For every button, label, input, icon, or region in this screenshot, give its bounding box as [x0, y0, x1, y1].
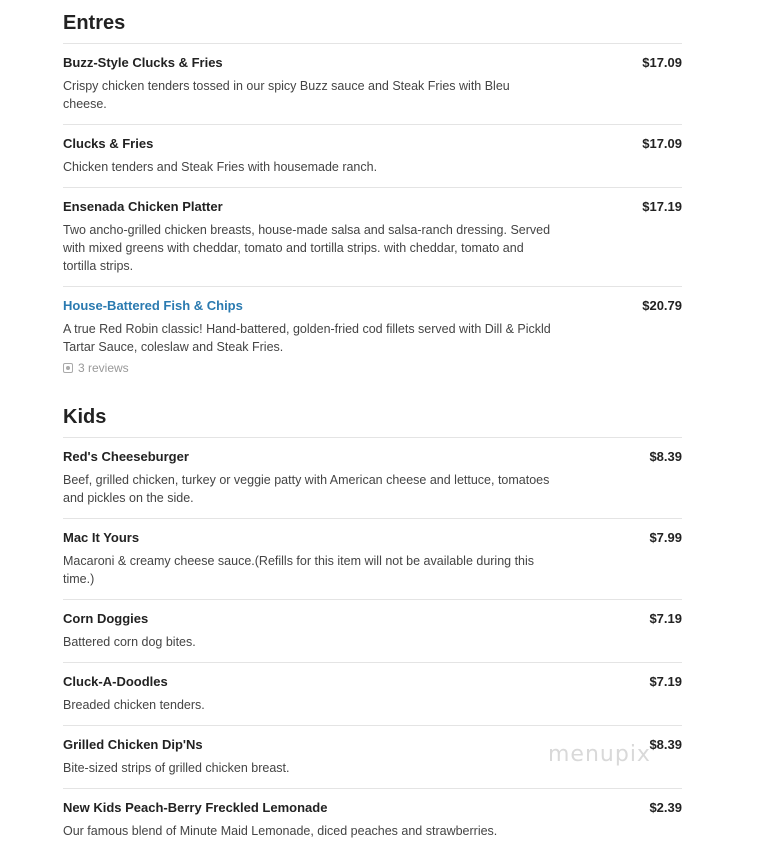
item-price: $8.39: [649, 449, 682, 464]
item-name: Mac It Yours: [63, 530, 140, 545]
item-price: $2.39: [649, 800, 682, 815]
menu-item: [63, 187, 682, 286]
reviews-link[interactable]: [63, 361, 682, 375]
item-price: $17.09: [642, 55, 682, 70]
menu-page: [63, 0, 682, 851]
item-price: $7.99: [649, 530, 682, 545]
menu-item: [63, 788, 682, 851]
item-description: Battered corn dog bites.: [63, 635, 196, 649]
menu-item: [63, 662, 682, 725]
menu-item: [63, 518, 682, 599]
item-name: Cluck-A-Doodles: [63, 674, 168, 689]
reviews-count: 3 reviews: [78, 361, 129, 375]
section-title-entres: Entres: [63, 12, 126, 34]
menu-item: [63, 124, 682, 187]
section-title-kids: Kids: [63, 406, 107, 428]
item-price: $7.19: [649, 611, 682, 626]
item-name: Clucks & Fries: [63, 136, 154, 151]
item-description: Chicken tenders and Steak Fries with housemade ranch.: [63, 160, 378, 174]
menu-item: [63, 286, 682, 386]
item-description: Crispy chicken tenders tossed in our spicy Buzz sauce and Steak Fries with Bleu cheese.: [63, 79, 510, 111]
watermark: menupix: [548, 742, 651, 767]
item-name: New Kids Peach-Berry Freckled Lemonade: [63, 800, 328, 815]
item-price: $17.19: [642, 199, 682, 214]
item-name-link[interactable]: House-Battered Fish & Chips: [63, 298, 243, 313]
menu-item: [63, 599, 682, 662]
item-price: $8.39: [649, 737, 682, 752]
item-description: Macaroni & creamy cheese sauce.(Refills for this item will not be available during this time.): [63, 554, 535, 586]
item-price: $17.09: [642, 136, 682, 151]
item-name: Red's Cheeseburger: [63, 449, 189, 464]
item-description: Our famous blend of Minute Maid Lemonade, diced peaches and strawberries.: [63, 824, 498, 838]
item-description: Bite-sized strips of grilled chicken breast.: [63, 761, 290, 775]
item-description: A true Red Robin classic! Hand-battered, golden-fried cod fillets served with Dill & Pickld Tartar Sauce, coleslaw and Steak Fries.: [63, 322, 551, 354]
item-name: Buzz-Style Clucks & Fries: [63, 55, 223, 70]
item-description: Beef, grilled chicken, turkey or veggie patty with American cheese and lettuce, tomatoes and pickles on the side.: [63, 473, 550, 505]
item-price: $7.19: [649, 674, 682, 689]
item-name: Corn Doggies: [63, 611, 149, 626]
item-price: $20.79: [642, 298, 682, 313]
menu-item: [63, 437, 682, 518]
item-name: Grilled Chicken Dip'Ns: [63, 737, 203, 752]
review-icon: [63, 363, 73, 373]
item-description: Breaded chicken tenders.: [63, 698, 205, 712]
item-description: Two ancho-grilled chicken breasts, house-made salsa and salsa-ranch dressing. Served with mixed greens with cheddar, tomato and tortilla strips. with cheddar, tomato and tortilla strips.: [63, 223, 551, 273]
item-name: Ensenada Chicken Platter: [63, 199, 223, 214]
menu-item: [63, 43, 682, 124]
